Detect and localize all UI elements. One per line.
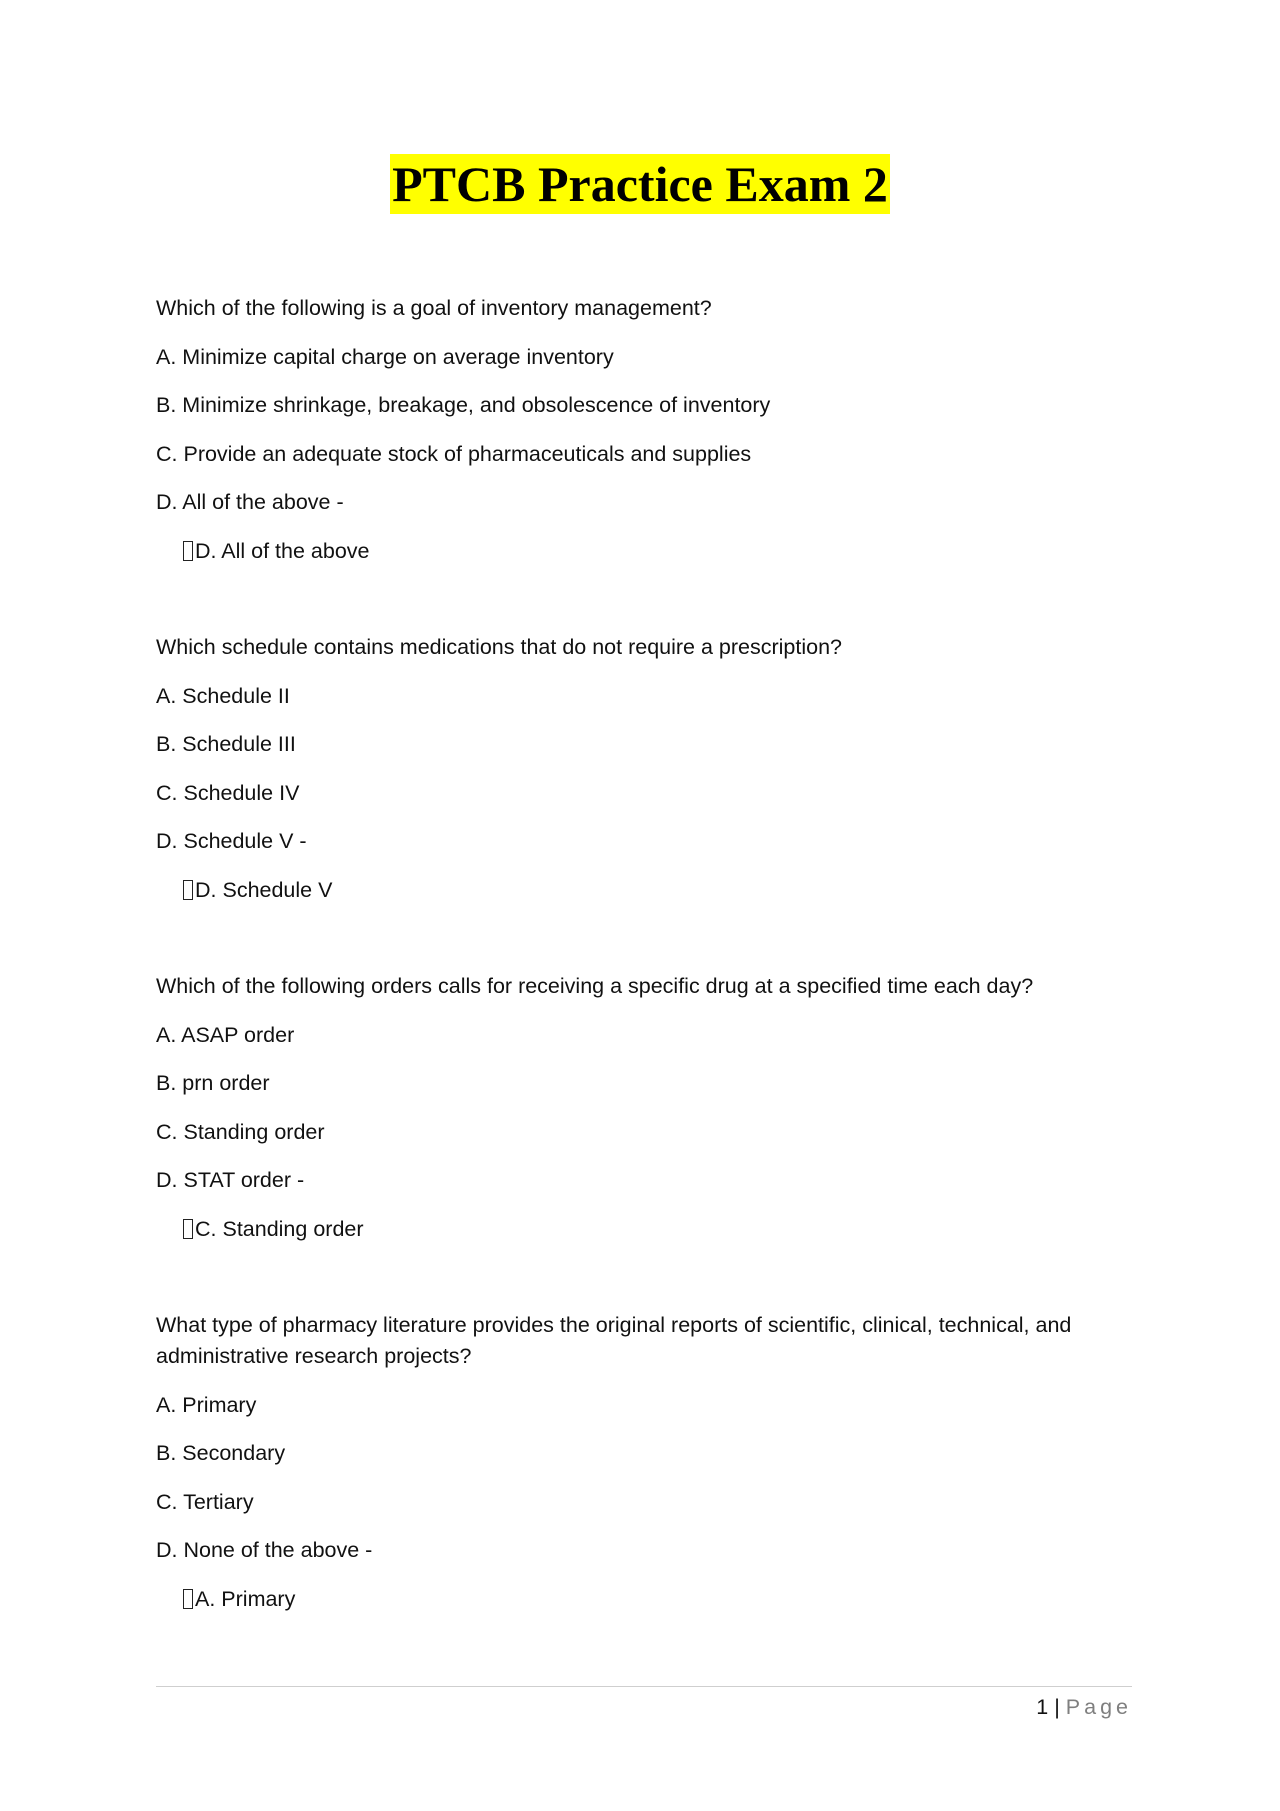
answer-line	[183, 875, 1131, 906]
page-label: Page	[1065, 1695, 1132, 1719]
option-d: D. None of the above -	[156, 1538, 373, 1562]
question-block-3	[156, 971, 1131, 1245]
answer-text: D. All of the above	[195, 538, 370, 563]
questions-list	[156, 293, 1131, 1632]
option-a: A. Primary	[156, 1392, 257, 1417]
answer-text: A. Primary	[195, 1586, 296, 1611]
answer-line	[183, 1214, 1131, 1245]
option-b: B. Schedule III	[156, 732, 296, 756]
option-a: A. ASAP order	[156, 1022, 295, 1047]
option-b: B. prn order	[156, 1071, 270, 1095]
missing-glyph-icon	[183, 1589, 193, 1609]
option-d: D. Schedule V -	[156, 829, 307, 853]
answer-line	[183, 1584, 1131, 1615]
option-d: D. STAT order -	[156, 1168, 305, 1192]
answer-text: C. Standing order	[195, 1216, 364, 1241]
missing-glyph-icon	[183, 880, 193, 900]
option-c: C. Standing order	[156, 1119, 325, 1144]
block-spacer	[156, 1262, 1131, 1310]
title-container	[0, 154, 1280, 214]
option-c: C. Schedule IV	[156, 780, 300, 805]
option-c: C. Tertiary	[156, 1489, 254, 1514]
question-text: What type of pharmacy literature provides the original reports of scientific, clinical, technical, and administrative research projects?	[156, 1313, 1072, 1368]
missing-glyph-icon	[183, 541, 193, 561]
question-text: Which schedule contains medications that do not require a prescription?	[156, 635, 842, 659]
answer-text: D. Schedule V	[195, 877, 333, 902]
block-spacer	[156, 923, 1131, 971]
option-b: B. Minimize shrinkage, breakage, and obsolescence of inventory	[156, 393, 771, 417]
question-text: Which of the following orders calls for receiving a specific drug at a specified time each day?	[156, 974, 1034, 998]
block-spacer	[156, 584, 1131, 632]
option-a: A. Schedule II	[156, 683, 290, 708]
question-block-4	[156, 1310, 1131, 1615]
question-block-2	[156, 632, 1131, 906]
question-text: Which of the following is a goal of inventory management?	[156, 296, 712, 320]
footer-divider	[156, 1686, 1132, 1687]
missing-glyph-icon	[183, 1219, 193, 1239]
option-b: B. Secondary	[156, 1441, 286, 1465]
question-block-1	[156, 293, 1131, 567]
page-footer	[1036, 1692, 1132, 1723]
option-c: C. Provide an adequate stock of pharmaceuticals and supplies	[156, 441, 752, 466]
page-title: PTCB Practice Exam 2	[392, 156, 888, 212]
answer-line	[183, 536, 1131, 567]
page-number: 1	[1036, 1695, 1049, 1719]
footer-separator: |	[1054, 1695, 1060, 1719]
option-a: A. Minimize capital charge on average inventory	[156, 344, 614, 369]
option-d: D. All of the above -	[156, 490, 344, 514]
